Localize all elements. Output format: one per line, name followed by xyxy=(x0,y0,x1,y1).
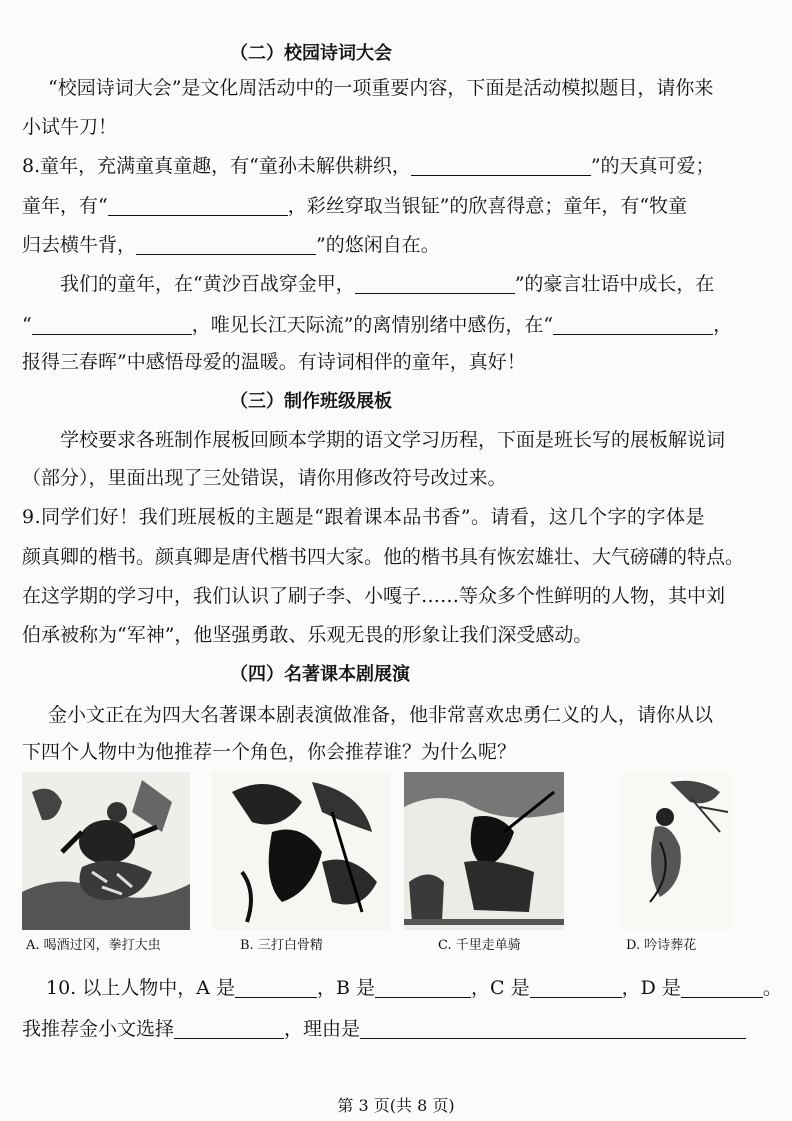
q10-text: 我推荐金小文选择 xyxy=(22,1018,175,1040)
q10-blank-c[interactable] xyxy=(530,977,622,998)
q8-blank-5[interactable] xyxy=(32,314,192,335)
q8-text: ”的豪言壮语中成长，在 xyxy=(514,273,715,295)
q10-line2 xyxy=(22,1015,770,1043)
q10-text: ，理由是 xyxy=(284,1018,361,1040)
section3-intro-line2: （部分），里面出现了三处错误，请你用修改符号改过来。 xyxy=(22,467,507,489)
q8-blank-3[interactable] xyxy=(136,234,316,255)
q8-text: ，唯见长江天际流”的离情别绪中感伤，在“ xyxy=(191,314,554,336)
q10-blank-d[interactable] xyxy=(681,977,763,998)
q9-line1: 9.同学们好！我们班展板的主题是“跟着课本品书香”。请看，这几个字的字体是 xyxy=(22,506,706,528)
q10-text: ，C 是 xyxy=(471,977,530,999)
q8-blank-6[interactable] xyxy=(553,314,713,335)
q8-text: 8.童年，充满童真童趣，有“童孙未解供耕织， xyxy=(22,155,411,177)
section-heading-classics-drama: （四）名著课本剧展演 xyxy=(230,664,410,685)
section2-intro-line2: 小试牛刀！ xyxy=(22,116,118,138)
illustration-guan-yu-riding xyxy=(404,772,564,930)
q10-blank-choice[interactable] xyxy=(174,1018,284,1039)
q8-text: ”的悠闲自在。 xyxy=(316,234,440,256)
q10-line1 xyxy=(46,974,782,1002)
caption-c: C. 千里走单骑 xyxy=(438,938,521,953)
q8-line4 xyxy=(60,270,770,298)
illustration-monkey-king xyxy=(212,772,390,930)
q9-line2: 颜真卿的楷书。颜真卿是唐代楷书四大家。他的楷书具有恢宏雄壮、大气磅礴的特点。 xyxy=(22,546,745,568)
q10-text: ，D 是 xyxy=(621,977,681,999)
q10-text: 10. 以上人物中，A 是 xyxy=(46,977,236,999)
section4-intro-line1: 金小文正在为四大名著课本剧表演做准备，他非常喜欢忠勇仁义的人，请你从以 xyxy=(48,704,714,726)
section3-intro-line1: 学校要求各班制作展板回顾本学期的语文学习历程，下面是班长写的展板解说词 xyxy=(60,429,726,451)
q8-line6: 报得三春晖”中感悟母爱的温暖。有诗词相伴的童年，真好！ xyxy=(22,351,526,373)
caption-b: B. 三打白骨精 xyxy=(240,938,323,953)
q10-blank-a[interactable] xyxy=(235,977,317,998)
q8-blank-4[interactable] xyxy=(355,273,515,294)
section4-intro-line2: 下四个人物中为他推荐一个角色，你会推荐谁？为什么呢？ xyxy=(22,741,517,763)
q8-text: ，彩丝穿取当银钲”的欣喜得意；童年，有“牧童 xyxy=(287,195,688,217)
q10-text: 。 xyxy=(762,977,782,999)
q10-blank-b[interactable] xyxy=(375,977,471,998)
q8-text: ”的天真可爱； xyxy=(590,155,715,177)
section-heading-poetry: （二）校园诗词大会 xyxy=(230,43,392,64)
q9-line3: 在这学期的学习中，我们认识了刷子李、小嘎子……等众多个性鲜明的人物，其中刘 xyxy=(22,585,726,607)
caption-a: A. 喝酒过冈，拳打大虫 xyxy=(26,938,161,953)
caption-d: D. 吟诗葬花 xyxy=(626,938,697,953)
q9-line4: 伯承被称为“军神”，他坚强勇敢、乐观无畏的形象让我们深受感动。 xyxy=(22,624,593,646)
q8-text: 童年，有“ xyxy=(22,195,108,217)
q8-text: 归去横牛背， xyxy=(22,234,137,256)
page-footer: 第 3 页(共 8 页) xyxy=(337,1096,455,1115)
q10-blank-reason[interactable] xyxy=(360,1018,746,1039)
section-heading-display-board: （三）制作班级展板 xyxy=(230,391,392,412)
q8-text: “ xyxy=(22,314,32,336)
q10-text: ，B 是 xyxy=(317,977,376,999)
section2-intro-line1: “校园诗词大会”是文化周活动中的一项重要内容，下面是活动模拟题目，请你来 xyxy=(48,77,714,99)
q8-blank-2[interactable] xyxy=(108,195,288,216)
q8-text: ， xyxy=(713,314,733,336)
q8-blank-1[interactable] xyxy=(411,155,591,176)
q8-line1 xyxy=(22,152,770,180)
q8-line5 xyxy=(22,311,770,339)
illustration-tiger-fight xyxy=(22,772,190,930)
q8-text: 我们的童年，在“黄沙百战穿金甲， xyxy=(60,273,355,295)
q8-line2 xyxy=(22,192,770,220)
q8-line3 xyxy=(22,231,770,259)
illustration-daiyu-flowers xyxy=(620,772,732,930)
